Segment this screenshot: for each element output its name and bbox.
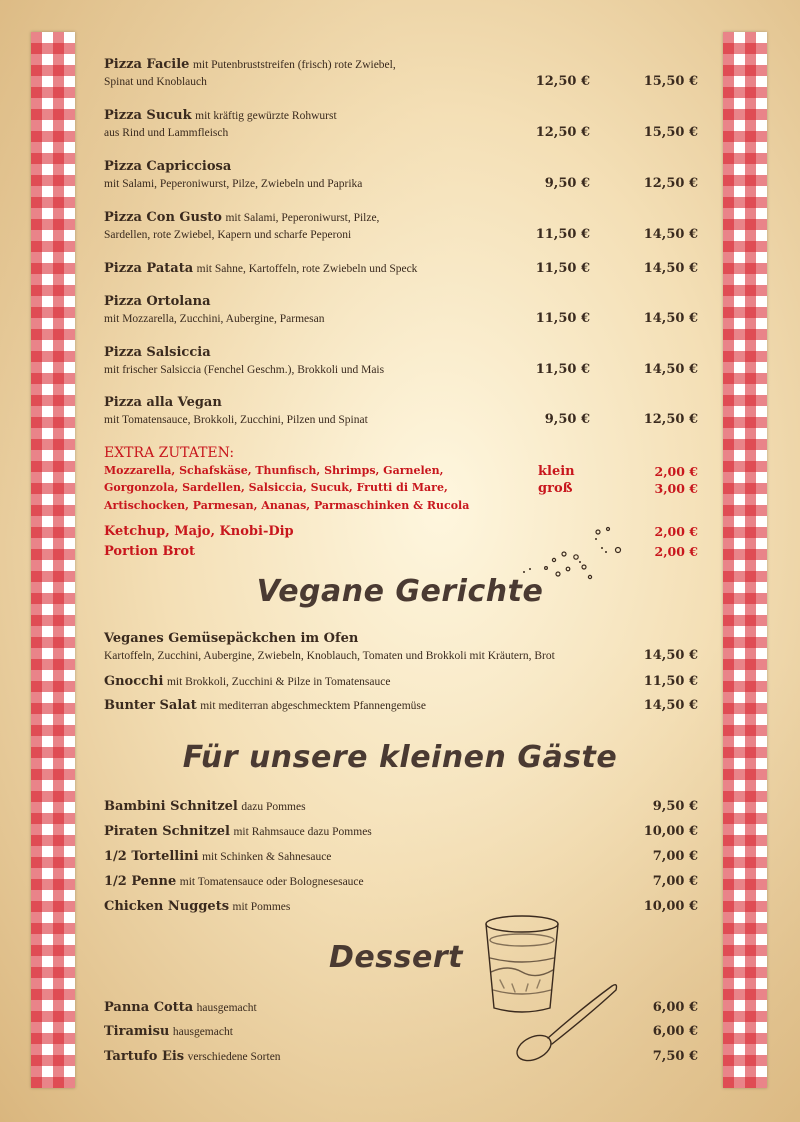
bread-label: Portion Brot	[104, 544, 196, 559]
price-small: 9,50 €	[544, 412, 590, 427]
menu-item-pizza-facile	[104, 56, 698, 90]
menu-item-vegan-gemuese	[104, 630, 698, 664]
checkered-border-right	[723, 32, 767, 1088]
dips-price: 2,00 €	[654, 524, 698, 539]
bread-price: 2,00 €	[654, 544, 698, 559]
pepper-sprinkle-icon	[518, 522, 628, 582]
menu-item-bambini-schnitzel	[104, 798, 698, 815]
item-desc: mit frischer Salsiccia (Fenchel Geschm.), Brokkoli und Mais	[104, 364, 385, 376]
item-name: 1/2 Penne	[104, 874, 177, 889]
item-price: 10,00 €	[643, 899, 698, 914]
menu-item-gnocchi	[104, 673, 698, 690]
price-small: 11,50 €	[535, 311, 590, 326]
item-name: Pizza Sucuk	[104, 108, 192, 123]
menu-item-piraten-schnitzel	[104, 823, 698, 840]
item-name: Pizza Capricciosa	[104, 159, 232, 174]
item-desc: mit kräftig gewürzte Rohwurst	[195, 110, 337, 122]
item-price: 7,00 €	[652, 849, 698, 864]
item-name: 1/2 Tortellini	[104, 849, 199, 864]
extras-price-small: 2,00 €	[654, 464, 698, 479]
menu-item-pizza-salsiccia	[104, 344, 698, 378]
menu-item-panna-cotta	[104, 999, 698, 1016]
price-small: 12,50 €	[535, 74, 590, 89]
menu-item-pizza-alla-vegan	[104, 394, 698, 428]
kids-heading: Für unsere kleinen Gäste	[182, 740, 618, 775]
item-desc: mit Mozzarella, Zucchini, Aubergine, Parmesan	[104, 313, 325, 325]
item-desc: mit Sahne, Kartoffeln, rote Zwiebeln und Speck	[196, 263, 418, 275]
item-name: Pizza Salsiccia	[104, 345, 211, 360]
item-price: 10,00 €	[643, 824, 698, 839]
price-small: 11,50 €	[535, 227, 590, 242]
item-desc: hausgemacht	[172, 1026, 233, 1038]
menu-item-tartufo-eis	[104, 1048, 698, 1065]
price-small: 11,50 €	[535, 362, 590, 377]
item-price: 7,50 €	[652, 1049, 698, 1064]
vegan-heading: Vegane Gerichte	[256, 574, 544, 609]
item-desc: mit mediterran abgeschmecktem Pfannengemüse	[200, 700, 427, 712]
menu-item-pizza-ortolana	[104, 293, 698, 327]
price-large: 15,50 €	[643, 74, 698, 89]
item-name: Gnocchi	[104, 674, 164, 689]
menu-item-pizza-sucuk	[104, 107, 698, 141]
price-large: 14,50 €	[643, 362, 698, 377]
price-small: 11,50 €	[535, 261, 590, 276]
price-large: 14,50 €	[643, 311, 698, 326]
dessert-heading: Dessert	[329, 940, 463, 975]
extras-line-3	[104, 499, 698, 512]
item-name: Pizza Con Gusto	[104, 210, 222, 225]
item-desc: mit Pommes	[232, 901, 291, 913]
item-name: Tiramisu	[104, 1024, 170, 1039]
menu-item-penne	[104, 873, 698, 890]
menu-item-pizza-con-gusto	[104, 209, 698, 243]
size-large-label: groß	[538, 481, 573, 496]
item-desc: hausgemacht	[196, 1002, 257, 1014]
extras-price-large: 3,00 €	[654, 481, 698, 496]
item-name: Veganes Gemüsepäckchen im Ofen	[104, 631, 359, 646]
item-name: Pizza alla Vegan	[104, 395, 222, 410]
menu-item-tortellini	[104, 848, 698, 865]
item-name: Piraten Schnitzel	[104, 824, 230, 839]
item-desc: Spinat und Knoblauch	[104, 76, 207, 88]
item-name: Pizza Ortolana	[104, 294, 211, 309]
item-desc: mit Schinken & Sahnesauce	[202, 851, 332, 863]
checkered-border-left	[31, 32, 75, 1088]
item-desc: mit Putenbruststreifen (frisch) rote Zwiebel,	[192, 59, 396, 71]
item-desc: mit Salami, Peperoniwurst, Pilze, Zwiebeln und Paprika	[104, 178, 363, 190]
item-name: Bunter Salat	[104, 698, 197, 713]
size-small-label: klein	[538, 464, 575, 479]
item-desc: mit Rahmsauce dazu Pommes	[233, 826, 372, 838]
item-name: Chicken Nuggets	[104, 899, 230, 914]
item-price: 14,50 €	[643, 648, 698, 663]
extras-list: Artischocken, Parmesan, Ananas, Parmaschinken & Rucola	[104, 499, 470, 512]
item-price: 6,00 €	[652, 1024, 698, 1039]
item-name: Bambini Schnitzel	[104, 799, 238, 814]
item-desc: mit Tomatensauce oder Bolognesesauce	[179, 876, 364, 888]
item-desc: Sardellen, rote Zwiebel, Kapern und scharfe Peperoni	[104, 229, 352, 241]
price-small: 12,50 €	[535, 125, 590, 140]
menu-item-bunter-salat	[104, 697, 698, 714]
price-large: 12,50 €	[643, 412, 698, 427]
extras-list: Gorgonzola, Sardellen, Salsiccia, Sucuk, Frutti di Mare,	[104, 481, 448, 494]
item-name: Pizza Facile	[104, 57, 190, 72]
item-name: Panna Cotta	[104, 1000, 194, 1015]
menu-item-pizza-capricciosa	[104, 158, 698, 192]
price-large: 15,50 €	[643, 125, 698, 140]
price-large: 12,50 €	[643, 176, 698, 191]
item-desc: Kartoffeln, Zucchini, Aubergine, Zwiebeln, Knoblauch, Tomaten und Brokkoli mit Kräutern, Brot	[104, 650, 555, 662]
extras-line-2	[104, 481, 698, 494]
menu-item-tiramisu	[104, 1023, 698, 1040]
menu-item-pizza-patata	[104, 260, 698, 277]
item-name: Tartufo Eis	[104, 1049, 185, 1064]
extras-title: EXTRA ZUTATEN:	[104, 445, 235, 461]
item-desc: verschiedene Sorten	[187, 1051, 281, 1063]
extras-line-1	[104, 464, 698, 477]
item-desc: aus Rind und Lammfleisch	[104, 127, 229, 139]
item-price: 6,00 €	[652, 1000, 698, 1015]
price-large: 14,50 €	[643, 261, 698, 276]
item-price: 9,50 €	[652, 799, 698, 814]
item-price: 11,50 €	[643, 674, 698, 689]
item-name: Pizza Patata	[104, 261, 194, 276]
item-price: 7,00 €	[652, 874, 698, 889]
item-price: 14,50 €	[643, 698, 698, 713]
item-desc: dazu Pommes	[241, 801, 306, 813]
price-large: 14,50 €	[643, 227, 698, 242]
extras-list: Mozzarella, Schafskäse, Thunfisch, Shrimps, Garnelen,	[104, 464, 444, 477]
item-desc: mit Brokkoli, Zucchini & Pilze in Tomatensauce	[166, 676, 391, 688]
price-small: 9,50 €	[544, 176, 590, 191]
item-desc: mit Tomatensauce, Brokkoli, Zucchini, Pilzen und Spinat	[104, 414, 368, 426]
dips-label: Ketchup, Majo, Knobi-Dip	[104, 524, 294, 539]
item-desc: mit Salami, Peperoniwurst, Pilze,	[225, 212, 380, 224]
